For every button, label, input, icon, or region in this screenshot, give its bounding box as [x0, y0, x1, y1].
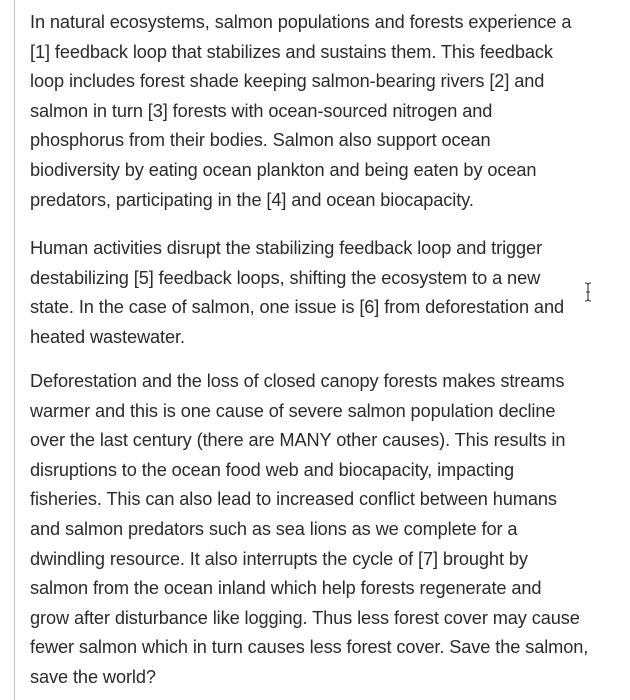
paragraph-ecosystem-feedback: [30, 8, 571, 215]
text-line: biodiversity by eating ocean plankton and being eaten by ocean: [30, 159, 537, 180]
text-line: state. In the case of salmon, one issue is [6] from deforestation and: [30, 297, 564, 318]
text-line: Deforestation and the loss of closed canopy forests makes streams: [30, 371, 565, 391]
text-line: Human activities disrupt the stabilizing feedback loop and trigger: [30, 238, 543, 258]
text-line: over the last century (there are MANY other causes). This results in: [30, 430, 566, 451]
text-line: salmon from the ocean inland which help forests regenerate and: [30, 578, 542, 599]
text-line: dwindling resource. It also interrupts the cycle of [7] brought by: [30, 548, 528, 569]
text-line: fewer salmon which in turn causes less forest cover. Save the salmon,: [30, 637, 589, 658]
text-line: fisheries. This can also lead to increased conflict between humans: [30, 489, 557, 510]
text-line: destabilizing [5] feedback loops, shifting the ecosystem to a new: [30, 267, 541, 288]
text-line: In natural ecosystems, salmon populations and forests experience a: [30, 12, 572, 32]
text-line: [1] feedback loop that stabilizes and sustains them. This feedback: [30, 41, 553, 62]
text-line: save the world?: [30, 666, 156, 687]
text-line: loop includes forest shade keeping salmon-bearing rivers [2] and: [30, 71, 545, 92]
text-line: and salmon predators such as sea lions as we complete for a: [30, 518, 518, 539]
left-border-line: [14, 0, 15, 700]
text-line: phosphorus from their bodies. Salmon also support ocean: [30, 130, 491, 151]
text-line: salmon in turn [3] forests with ocean-sourced nitrogen and: [30, 100, 493, 121]
text-cursor-icon: [583, 282, 593, 302]
paragraph-deforestation: [30, 367, 588, 693]
text-line: disruptions to the ocean food web and biocapacity, impacting: [30, 459, 515, 480]
paragraph-human-disruption: [30, 234, 564, 352]
text-line: grow after disturbance like logging. Thus less forest cover may cause: [30, 607, 580, 628]
text-line: warmer and this is one cause of severe salmon population decline: [30, 400, 556, 421]
text-line: heated wastewater.: [30, 326, 185, 347]
text-line: predators, participating in the [4] and ocean biocapacity.: [30, 189, 474, 210]
